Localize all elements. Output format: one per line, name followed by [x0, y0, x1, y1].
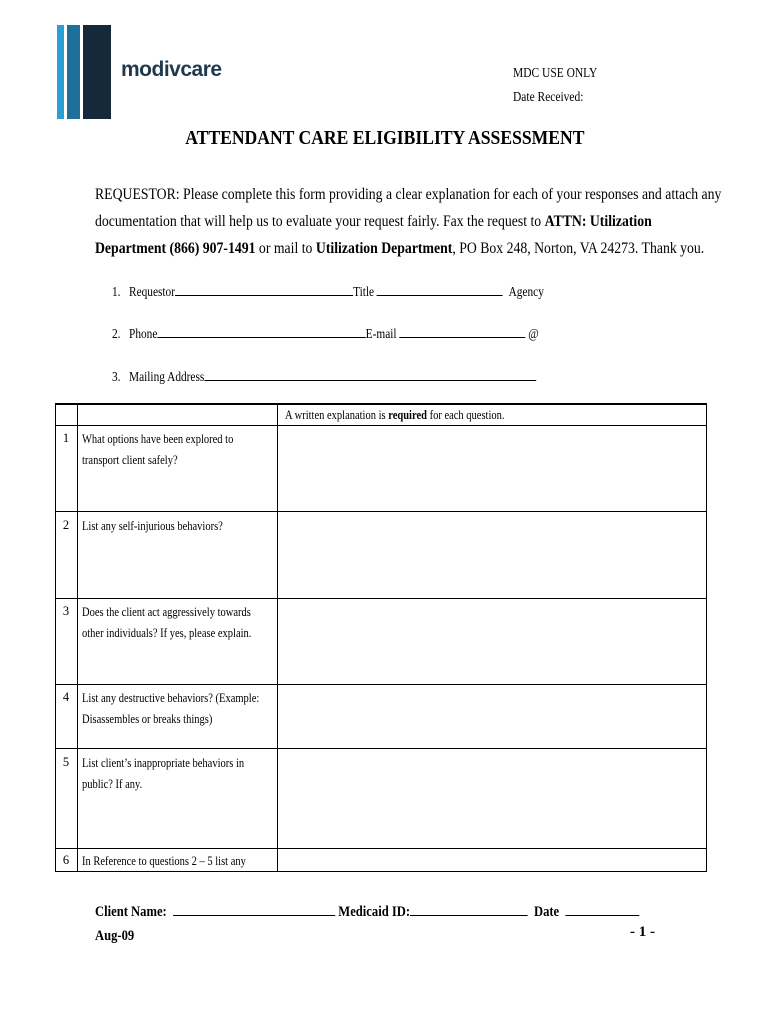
intro-paragraph [95, 181, 722, 262]
question-6: In Reference to questions 2 – 5 list any [82, 854, 246, 868]
mailing-address-label: Mailing Address [129, 369, 205, 384]
answer-1-field[interactable] [278, 426, 706, 511]
question-5: List client’s inappropriate behaviors in public? If any. [82, 756, 245, 791]
date-label: Date [533, 904, 560, 920]
row-number: 2 [62, 518, 70, 532]
medicaid-id-label: Medicaid ID: [338, 904, 411, 920]
footer-block [95, 900, 639, 948]
requestor-row: 1. Requestor Title Agency [112, 284, 544, 299]
client-name-label: Client Name: [95, 904, 167, 920]
email-at-sign: @ [528, 326, 539, 341]
medicaid-id-field[interactable] [410, 901, 528, 916]
mdc-use-only-label: MDC USE ONLY [513, 66, 598, 81]
row-number: 6 [62, 853, 70, 867]
modivcare-logo-bars [57, 25, 111, 119]
form-version: Aug-09 [95, 928, 135, 944]
row-number: 5 [62, 755, 70, 769]
intro-line-3: Department (866) 907-1491 or mail to Utilization Department, PO Box 248, Norton, VA 24273. Thank you. [95, 240, 705, 257]
question-3: Does the client act aggressively towards other individuals? If yes, please explain. [82, 605, 252, 640]
client-name-field[interactable] [173, 901, 335, 916]
row-number: 1 [62, 431, 70, 445]
requestor-label: Requestor [129, 284, 175, 299]
form-title: ATTENDANT CARE ELIGIBILITY ASSESSMENT [185, 127, 585, 149]
date-field[interactable] [565, 901, 639, 916]
table-header-note: A written explanation is required for each question. [285, 408, 505, 422]
assessment-table [55, 403, 707, 872]
date-received-label: Date Received: [513, 90, 584, 105]
requestor-field[interactable] [175, 282, 353, 296]
question-2: List any self-injurious behaviors? [82, 519, 223, 533]
page-number: - 1 - [630, 924, 655, 940]
question-4: List any destructive behaviors? (Example: Disassembles or breaks things) [82, 691, 260, 726]
mailing-address-row: 3. Mailing Address [112, 367, 536, 385]
answer-2-field[interactable] [278, 512, 706, 598]
answer-6-field[interactable] [278, 849, 706, 871]
phone-row: 2. Phone E-mail @ [112, 326, 539, 341]
answer-4-field[interactable] [278, 685, 706, 748]
mdc-use-only-block [513, 62, 597, 110]
footer-signature-row [95, 900, 639, 924]
row-number: 3 [62, 604, 70, 618]
answer-3-field[interactable] [278, 599, 706, 684]
email-label: E-mail [365, 326, 397, 341]
title-label: Title [353, 284, 375, 299]
modivcare-logo-text: modivcare [121, 58, 222, 81]
question-1: What options have been explored to transport client safely? [82, 432, 234, 467]
answer-5-field[interactable] [278, 749, 706, 848]
agency-label: Agency [508, 284, 544, 299]
row-number: 4 [62, 690, 70, 704]
phone-field[interactable] [157, 324, 365, 338]
email-field[interactable] [399, 324, 525, 338]
title-field[interactable] [377, 282, 503, 296]
phone-label: Phone [129, 326, 158, 341]
intro-line-1: REQUESTOR: Please complete this form providing a clear explanation for each of your responses and attach any [95, 186, 722, 203]
intro-line-2: documentation that will help us to evaluate your request fairly. Fax the request to ATTN: Utilization [95, 213, 652, 230]
mailing-address-field[interactable] [204, 367, 536, 381]
